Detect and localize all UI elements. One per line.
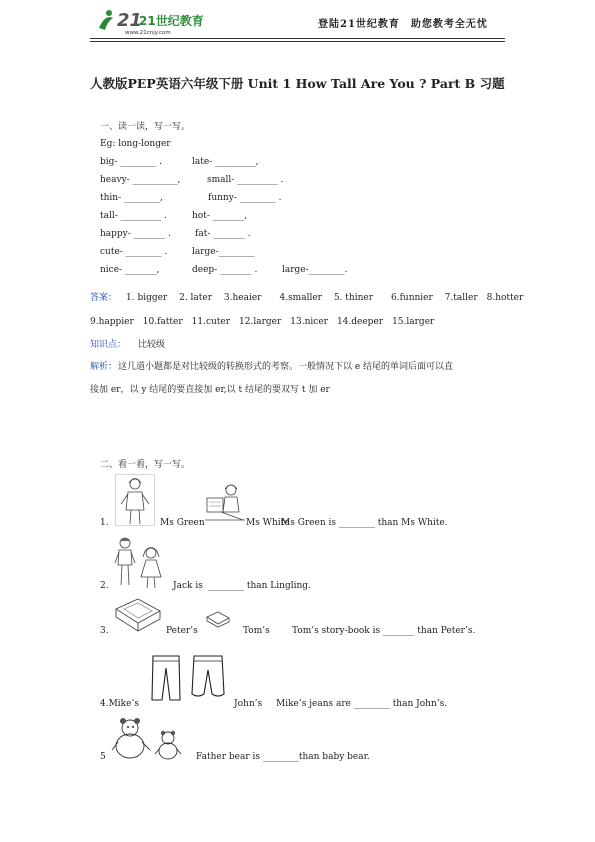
fill-sentence: ________ than Lingling. [208,581,311,591]
analysis-text: 这几道小题都是对比较级的转换形式的考察。一般情况下以 e 结尾的单词后面可以直 [118,362,454,372]
exercise-item: big- ________ . [100,157,163,167]
example-text: Eg: long-longer [100,139,171,149]
answer-line: 9.happier 10.fatter 11.cuter 12.larger 13.nicer 14.deeper 15.larger [90,317,435,327]
exercise-item: late- _________, [192,157,259,167]
exercise-item: small- _________ . [207,175,284,185]
woman-reading-illustration [203,482,247,522]
woman-illustration [115,474,155,526]
knowledge-label: 知识点： [90,340,127,350]
fill-sentence: Ms Green is ________ than Ms White. [281,518,448,528]
answer-line: 1. bigger 2. later 3.heaier 4.smaller 5. thiner 6.funnier 7.taller 8.hotter [126,293,524,303]
exercise-item: cute- ________ . [100,247,168,257]
baby-bear-illustration [152,728,184,760]
fill-sentence: Tom’s story-book is _______ than Peter’s. [292,626,476,636]
father-bear-illustration [110,716,154,760]
small-book-illustration [205,610,231,628]
exercise-item: fat- _______ . [195,229,251,239]
exercise-item: tall- _________ . [100,211,167,221]
boy-illustration [114,535,136,587]
picture-label: John’s [234,699,263,709]
item-number: 4.Mike’s [100,699,139,709]
site-logo[interactable] [95,6,210,36]
jeans-long-illustration [150,654,182,702]
exercise-item: thin- ________, [100,193,163,203]
svg-text:21世纪教育: 21世纪教育 [139,14,204,28]
header-divider-thin [90,41,505,42]
exercise-item: hot- _______, [192,211,248,221]
picture-label: Ms White [246,518,290,528]
page-title: 人教版PEP英语六年级下册 Unit 1 How Tall Are You ? Part B 习题 [90,76,505,91]
girl-illustration [138,545,164,589]
item-number: 5 [100,752,106,762]
item-number: 1. [100,518,109,528]
item-number: 2. [100,581,109,591]
picture-label: Jack is [173,581,203,591]
header-slogan: 登陆21世纪教育 助您教考全无忧 [318,19,488,30]
answer-label: 答案： [90,293,118,303]
section1-heading: 一、读一读，写一写。 [100,122,191,132]
exercise-item: deep- _______ . [192,265,258,275]
section2-heading: 二、看一看，写一写。 [100,460,191,470]
large-book-illustration [112,597,162,633]
svg-text:21: 21 [117,10,143,31]
exercise-item: funny- ________ . [208,193,282,203]
analysis-label: 解析： [90,362,118,372]
exercise-item: happy- _______ . [100,229,171,239]
picture-label: Peter’s [166,626,198,636]
logo-icon [95,6,210,36]
svg-text:www.21cnjy.com: www.21cnjy.com [125,30,171,36]
picture-label: Ms Green [160,518,205,528]
item-number: 3. [100,626,109,636]
exercise-item: heavy- __________, [100,175,181,185]
fill-sentence: Mike’s jeans are ________ than John’s. [276,699,448,709]
exercise-item: nice- _______, [100,265,160,275]
knowledge-value: 比较级 [138,340,166,350]
header-divider [90,38,505,39]
picture-label: Tom’s [243,626,270,636]
analysis-text: 接加 er，以 y 结尾的要直接加 er,以 t 结尾的要双写 t 加 er [90,385,330,395]
jeans-short-illustration [190,654,226,700]
exercise-item: large-________. [282,265,348,275]
fill-sentence: Father bear is ________than baby bear. [196,752,370,762]
exercise-item: large-________ [192,247,255,257]
